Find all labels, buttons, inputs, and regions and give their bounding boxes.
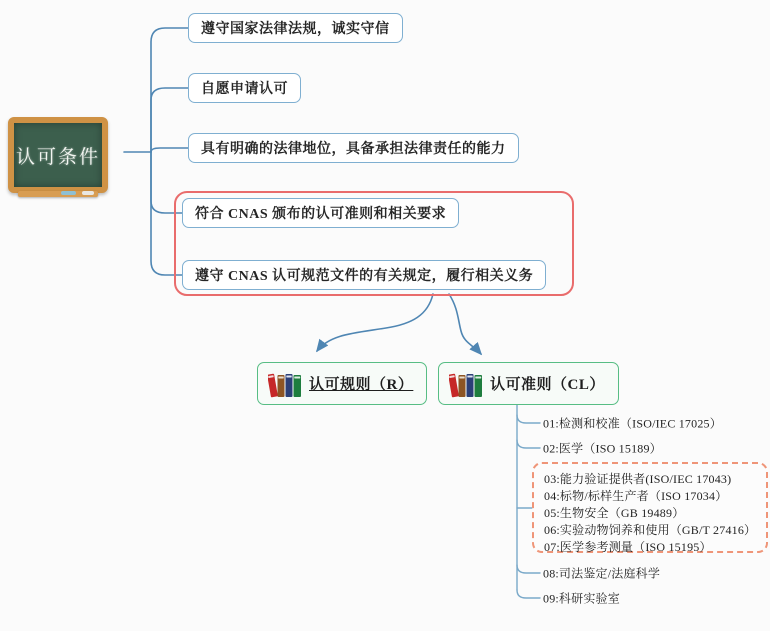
topic-voluntary-application[interactable]: 自愿申请认可 bbox=[188, 73, 301, 103]
chalk-piece-icon bbox=[82, 191, 94, 195]
leaf-item-08[interactable]: 08:司法鉴定/法庭科学 bbox=[543, 566, 661, 581]
topic-obey-laws[interactable]: 遵守国家法律法规，诚实守信 bbox=[188, 13, 403, 43]
chalk-piece-icon bbox=[61, 191, 76, 195]
root-node-blackboard[interactable] bbox=[8, 117, 108, 193]
books-icon bbox=[268, 370, 302, 398]
leaf-item-02[interactable]: 02:医学（ISO 15189） bbox=[543, 441, 662, 456]
topic-legal-status[interactable]: 具有明确的法律地位，具备承担法律责任的能力 bbox=[188, 133, 519, 163]
leaf-item-06[interactable]: 06:实验动物饲养和使用（GB/T 27416） bbox=[544, 523, 757, 537]
leaf-item-03[interactable]: 03:能力验证提供者(ISO/IEC 17043) bbox=[544, 472, 732, 486]
node-accreditation-rules[interactable] bbox=[257, 362, 427, 405]
node-accreditation-rules-label: 认可规则（R） bbox=[309, 377, 414, 393]
leaf-item-05[interactable]: 05:生物安全（GB 19489） bbox=[544, 506, 685, 520]
root-node-label: 认可条件 bbox=[15, 146, 100, 168]
topic-follow-cnas-rules[interactable]: 遵守 CNAS 认可规范文件的有关规定，履行相关义务 bbox=[182, 260, 546, 290]
topic-comply-cnas-criteria[interactable]: 符合 CNAS 颁布的认可准则和相关要求 bbox=[182, 198, 459, 228]
leaf-item-09[interactable]: 09:科研实验室 bbox=[543, 591, 620, 606]
node-accreditation-criteria-label: 认可准则（CL） bbox=[490, 377, 605, 393]
dashed-group-box bbox=[532, 462, 768, 553]
books-icon bbox=[449, 370, 483, 398]
leaf-item-07[interactable]: 07:医学参考测量（ISO 15195） bbox=[544, 540, 712, 554]
leaf-item-01[interactable]: 01:检测和校准（ISO/IEC 17025） bbox=[543, 416, 722, 431]
node-accreditation-criteria[interactable] bbox=[438, 362, 619, 405]
leaf-item-04[interactable]: 04:标物/标样生产者（ISO 17034） bbox=[544, 489, 728, 503]
